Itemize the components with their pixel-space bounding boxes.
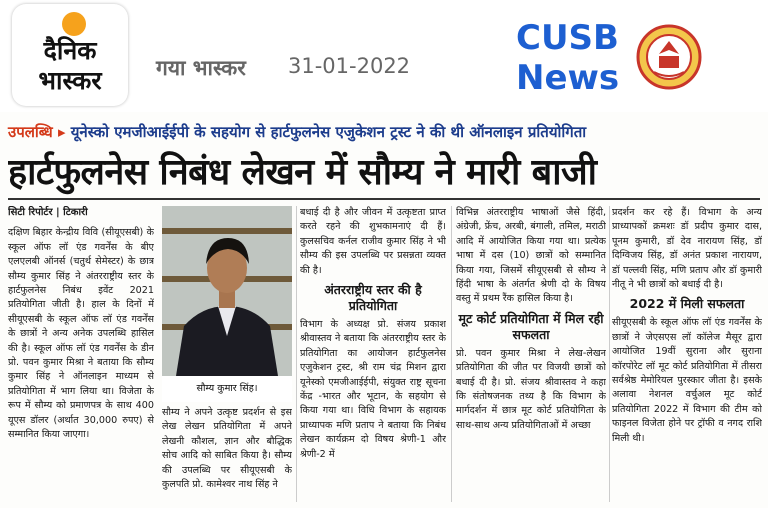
subhead-2022-success: 2022 में मिली सफलता (629, 296, 745, 312)
article-column-4 (456, 206, 606, 502)
university-emblem-icon (636, 24, 702, 90)
cusb-label: CUSB (516, 18, 619, 58)
column-5-paragraph-2: सीयूएसबी के स्कूल ऑफ लॉ एंड गवर्नेंस के छात्रों ने जेएसएस लॉ कॉलेज मैसूर द्वारा आयोजित 19वीं सुराना और सुराना कॉरपोरेट लॉ मूट कोर्ट प्रतियोगिता में तीसरा सर्वश्रेष्ठ मेमोरियल पुरस्कार जीता है। इसके अलावा नेशनल वर्चुअल मूट कोर्ट प्रतियोगिता 2022 में विभाग की टीम को फाइनल विजेता होने पर ट्रॉफी व नगद राशि मिली थी। (612, 317, 762, 444)
subhead-moot-court: मूट कोर्ट प्रतियोगिता में मिल रही सफलता (458, 310, 604, 342)
edition-name: गया भास्कर (156, 56, 246, 80)
column-4-paragraph-1: विभिन्न अंतरराष्ट्रीय भाषाओं जैसे हिंदी, अंग्रेजी, फ्रेंच, अरबी, बंगाली, तमिल, मराठी आदि में आयोजित किया गया था। प्रत्येक भाषा में दस (10) छात्रों को सम्मानित किया गया, जिसमें सीयूएसबी से सौम्य ने हिंदी भाषा के अंतर्गत श्रेणी दो के विषय वस्तु में प्रथम रैंक हासिल किया है। (456, 207, 606, 305)
article-column-3 (300, 206, 446, 502)
news-label: News (516, 58, 620, 98)
dainik-bhaskar-logo (12, 4, 128, 106)
article-kicker (8, 122, 586, 142)
column-1-paragraph: दक्षिण बिहार केन्द्रीय विवि (सीयूएसबी) के स्कूल ऑफ लॉ एंड गवर्नेंस के बीए एलएलबी ऑनर्स (चतुर्थ सेमेस्टर) के छात्र सौम्य कुमार सिंह ने अंतरराष्ट्रीय स्तर के हार्टफुलनेस निबंध इवेंट 2021 प्रतियोगिता जीती है। हाल के दिनों में सीयूएसबी के स्कूल ऑफ लॉ एंड गवर्नेंस के छात्रों ने अन्य अनेक उपलब्धि हासिल की है। स्कूल ऑफ लॉ एंड गवर्नेंस के डीन प्रो. पवन कुमार मिश्रा ने बताया कि सौम्य कुमार सिंह ने ऑनलाइन माध्यम से प्रतियोगिता में भाग लिया था। विजेता के रूप में सौम्य को प्रमाणपत्र के साथ 400 यूएस डॉलर (अर्थात 30,000 रुपए) से सम्मानित किया जाएगा। (8, 227, 154, 441)
kicker-bullet: ▸ (52, 123, 71, 141)
kicker-label: उपलब्धि (8, 123, 53, 141)
masthead (0, 0, 768, 112)
article-column-5 (612, 206, 762, 502)
column-3-paragraph-1: बधाई दी है और जीवन में उत्कृष्टता प्राप्त करते रहने की शुभकामनाएं दी हैं। कुलसचिव कर्नल राजीव कुमार सिंह ने भी सौम्य की इस उपलब्धि पर प्रसन्नता व्यक्त की है। (300, 207, 446, 276)
article-column-1 (8, 206, 154, 502)
column-divider (296, 206, 297, 502)
headline-divider (8, 198, 760, 200)
kicker-text: यूनेस्को एमजीआईईपी के सहयोग से हार्टफुलनेस एजुकेशन ट्रस्ट ने की थी ऑनलाइन प्रतियोगिता (70, 123, 587, 141)
student-photo (162, 206, 292, 376)
article-column-2 (162, 406, 292, 502)
column-3-paragraph-2: विभाग के अध्यक्ष प्रो. संजय प्रकाश श्रीवास्तव ने बताया कि अंतरराष्ट्रीय स्तर के प्रतियोगिता का आयोजन हार्टफुलनेस एजुकेशन ट्रस्ट, श्री राम चंद्र मिशन द्वारा यूनेस्को एमजीआईईपी, संयुक्त राष्ट्र सूचना केंद्र -भारत और भूटान, के सहयोग से किया गया था। विधि विभाग के सहायक प्राध्यापक मणि प्रताप ने बताया कि निबंध लेखन कार्यक्रम दो विषय श्रेणी-1 और श्रेणी-2 में (300, 319, 446, 460)
column-divider (609, 206, 610, 502)
column-5-paragraph-1: प्रदर्शन कर रहे हैं। विभाग के अन्य प्राध्यापकों क्रमशः डॉ प्रदीप कुमार दास, पूनम कुमारी, डॉ देव नारायण सिंह, डॉ दिग्विजय सिंह, डॉ अनंत प्रकाश नारायण, डॉ पल्लवी सिंह, मणि प्रताप और डॉ कुमारी नीतू ने भी छात्रों को बधाई दी है। (612, 207, 762, 291)
sun-icon (62, 12, 86, 36)
column-2-paragraph: सौम्य ने अपने उत्कृष्ट प्रदर्शन से इस लेख लेखन प्रतियोगिता में अपने लेखनी कौशल, ज्ञान और बौद्धिक सोच आदि को साबित किया है। सौम्य की उपलब्धि पर सीयूएसबी के कुलपति प्रो. कामेश्वर नाथ सिंह ने (162, 407, 292, 491)
subhead-international: अंतरराष्ट्रीय स्तर की है प्रतियोगिता (324, 282, 422, 314)
byline: सिटी रिपोर्टर | टिकारी (8, 207, 88, 218)
article-headline: हार्टफुलनेस निबंध लेखन में सौम्य ने मारी बाजी (8, 152, 597, 193)
person-silhouette-icon (162, 206, 292, 376)
column-divider (451, 206, 452, 502)
publication-date: 31-01-2022 (288, 54, 411, 78)
photo-caption: सौम्य कुमार सिंह। (162, 376, 292, 402)
logo-line1: दैनिक (43, 36, 97, 65)
logo-line2: भास्कर (38, 66, 102, 95)
column-4-paragraph-2: प्रो. पवन कुमार मिश्रा ने लेख-लेखन प्रतियोगिता की जीत पर विजयी छात्रों को बधाई दी है। प्रो. संजय श्रीवास्तव ने कहा कि संतोषजनक तथ्य है कि विभाग के मार्गदर्शन में छात्र मूट कोर्ट प्रतियोगिता के साथ-साथ अन्य प्रतियोगिताओं में अच्छा (456, 347, 606, 431)
